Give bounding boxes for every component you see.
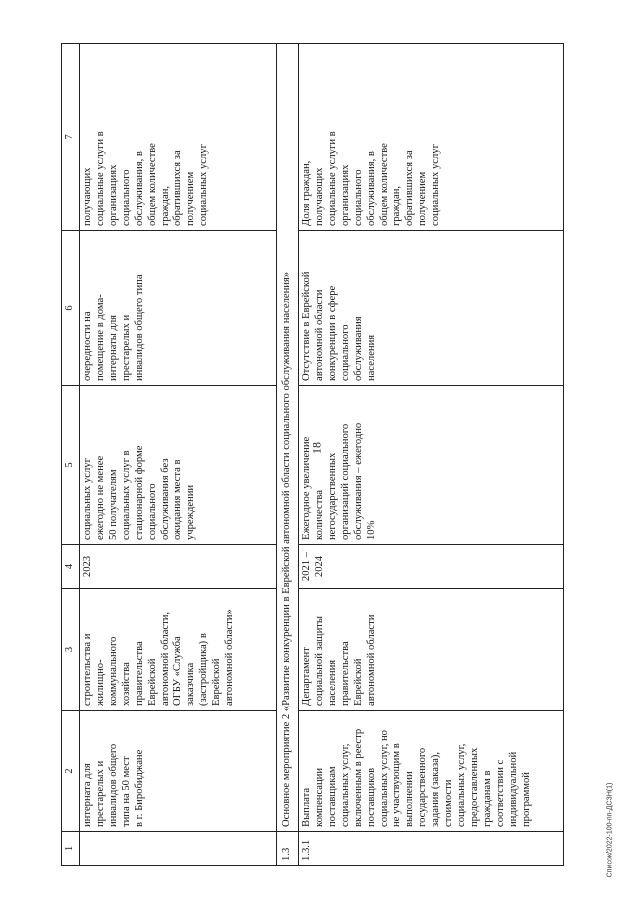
column-number: 7 xyxy=(62,44,80,231)
column-number: 1 xyxy=(62,832,80,866)
document-code: Список/2022-100-пп-ДСЗН(1) xyxy=(606,782,614,878)
measure-name-cell: Выплата компенсации поставщикам социальных услуг, включенным в реестр поставщиков социальных услуг, но не участвующим в выполнении государственного задания (заказа), стоимости социальных услуг, предоставленных гражданам в соответствии с индивидуальной программой xyxy=(299,711,564,832)
consequences-cell: очередности на помещение в дома- интернаты для престарелых и инвалидов общего типа xyxy=(80,231,277,386)
section-number: 1.3 xyxy=(277,832,299,866)
rotated-page-content xyxy=(61,44,572,866)
table-row xyxy=(80,44,277,866)
column-number: 6 xyxy=(62,231,80,386)
section-row xyxy=(277,44,299,866)
executor-cell: строительства и жилищно- коммунального хозяйства правительства Еврейской автономной области, ОГБУ «Служба заказчика (застройщика) в Еврейской автономной области» xyxy=(80,589,277,711)
table-row xyxy=(299,44,564,866)
column-number: 5 xyxy=(62,386,80,545)
row-number-cell: 1.3.1 xyxy=(299,832,564,866)
consequences-cell: Отсутствие в Еврейской автономной области конкуренции в сфере социального обслуживания населения xyxy=(299,231,564,386)
column-number: 4 xyxy=(62,545,80,589)
column-number-row xyxy=(62,44,80,866)
expected-result-cell: Ежегодное увеличение количества негосударственных организаций социального обслуживания – ежегодно 10% xyxy=(299,386,564,545)
indicator-cell: Доля граждан, получающих социальные услуги в организациях социального обслуживания, в общем количестве граждан, обратившихся за получением социальных услуг xyxy=(299,44,564,231)
expected-result-cell: социальных услуг ежегодно не менее 50 получателям социальных услуг в стационарной форме социального обслуживания без ожидания места в учреждении xyxy=(80,386,277,545)
row-number-cell xyxy=(80,832,277,866)
executor-cell: Департамент социальной защиты населения правительства Еврейской автономной области xyxy=(299,589,564,711)
indicator-cell: получающих социальные услуги в организациях социального обслуживания, в общем количестве граждан, обратившихся за получением социальных услуг xyxy=(80,44,277,231)
page-number: 18 xyxy=(309,442,324,454)
column-number: 2 xyxy=(62,711,80,832)
period-cell: 2023 xyxy=(80,545,277,589)
program-table xyxy=(61,43,564,866)
column-number: 3 xyxy=(62,589,80,711)
section-title: Основное мероприятие 2 «Развитие конкуренции в Еврейской автономной области социального обслуживания населения» xyxy=(277,44,299,832)
measure-name-cell: интерната для престарелых и инвалидов общего типа на 50 мест в г. Биробиджане xyxy=(80,711,277,832)
period-cell: 2021 – 2024 xyxy=(299,545,564,589)
